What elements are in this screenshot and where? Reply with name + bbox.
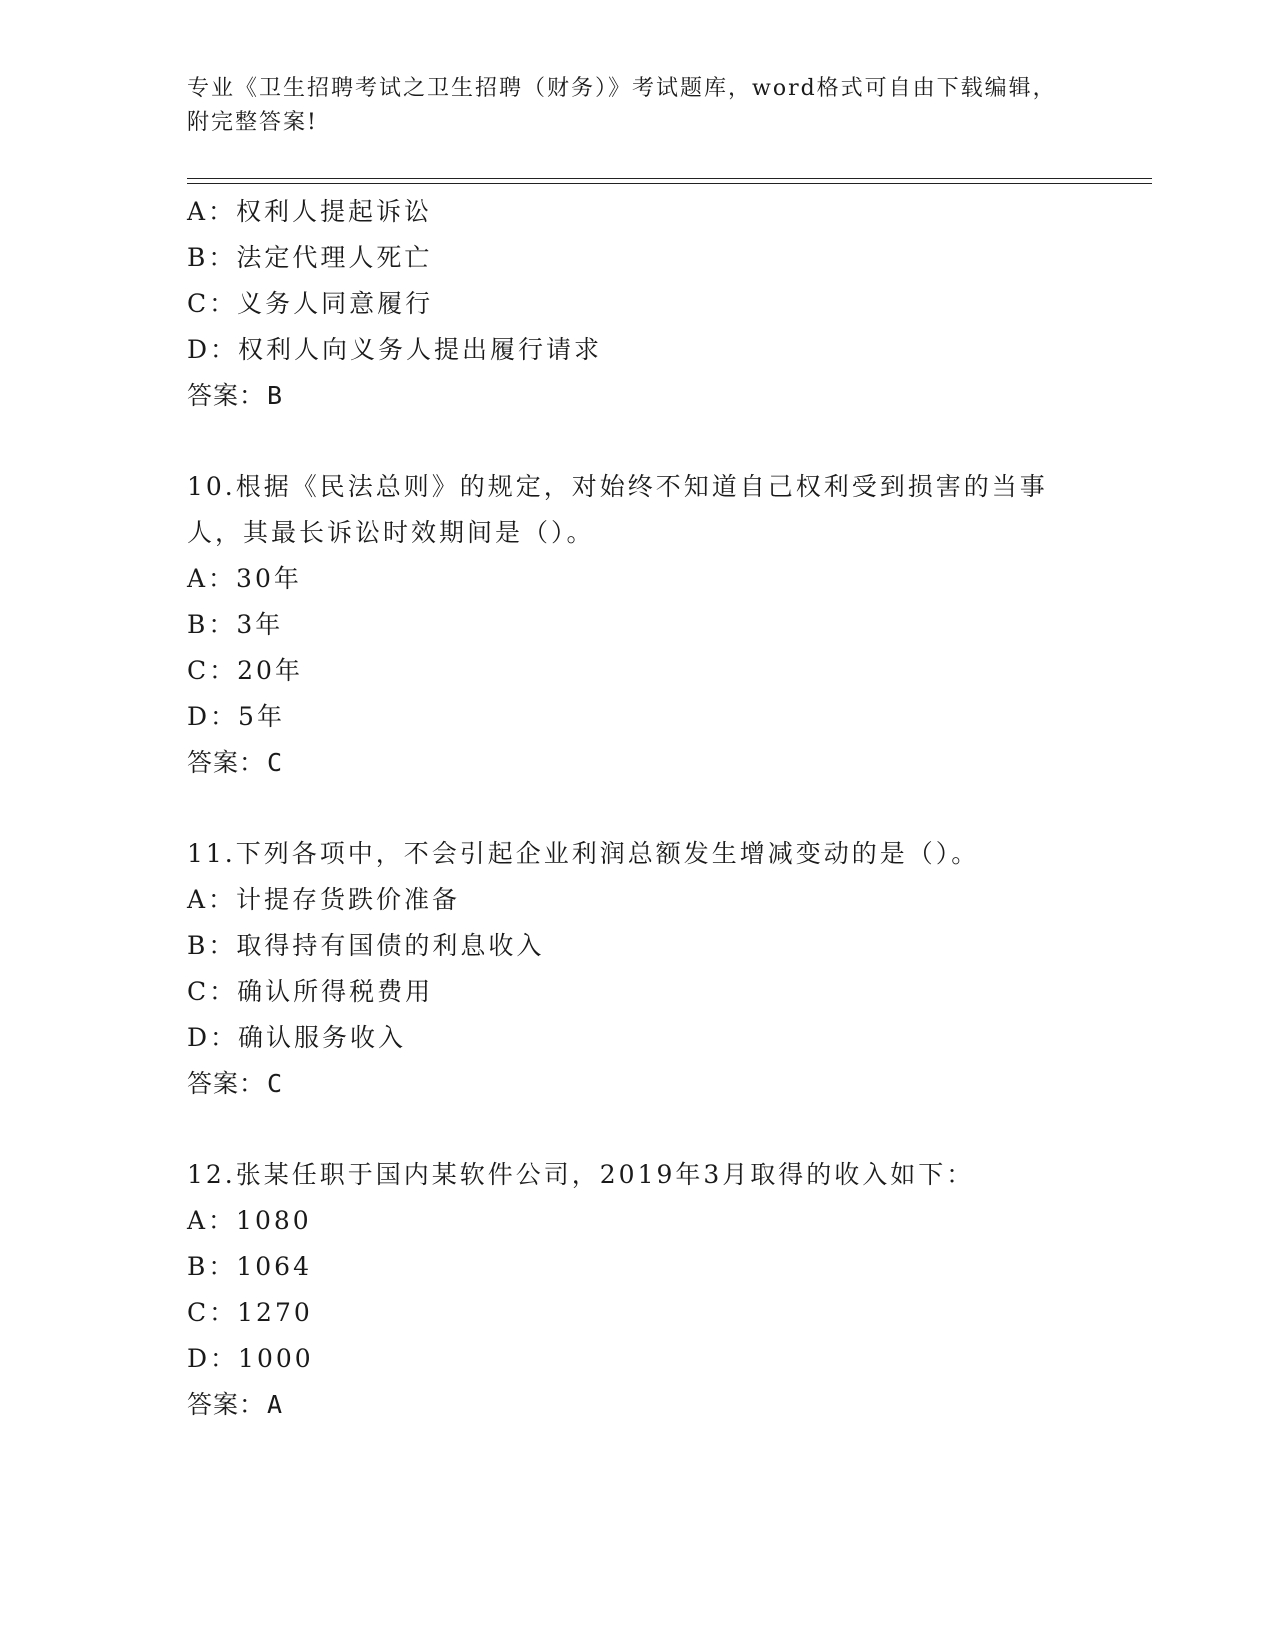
option-d: D：权利人向义务人提出履行请求 bbox=[187, 335, 603, 364]
document-header: 专业《卫生招聘考试之卫生招聘（财务）》考试题库，word格式可自由下载编辑，附完整答案! bbox=[187, 76, 1057, 135]
question-list bbox=[187, 189, 1087, 1428]
answer-line bbox=[187, 740, 1087, 786]
answer-value: B bbox=[267, 381, 284, 410]
answer-label: 答案： bbox=[187, 1390, 266, 1419]
question-stem: 12.张某任职于国内某软件公司，2019年3月取得的收入如下： bbox=[187, 1160, 975, 1189]
option-a: A：1080 bbox=[187, 1206, 312, 1235]
option-b: B：3年 bbox=[187, 610, 284, 639]
question-stem: 11.下列各项中，不会引起企业利润总额发生增减变动的是（）。 bbox=[187, 839, 980, 868]
answer-line bbox=[187, 1061, 1087, 1107]
option-a: A：30年 bbox=[187, 564, 302, 593]
question-11 bbox=[187, 831, 1087, 1107]
option-d: D：5年 bbox=[187, 702, 285, 731]
answer-line bbox=[187, 373, 1087, 419]
question-9-continued bbox=[187, 189, 1087, 419]
option-a: A：计提存货跌价准备 bbox=[187, 885, 461, 914]
question-12 bbox=[187, 1152, 1087, 1428]
answer-label: 答案： bbox=[187, 1069, 266, 1098]
header-divider-bottom bbox=[187, 183, 1152, 184]
answer-value: C bbox=[267, 748, 284, 777]
answer-value: A bbox=[267, 1390, 284, 1419]
option-b: B：1064 bbox=[187, 1252, 312, 1281]
question-stem: 10.根据《民法总则》的规定，对始终不知道自己权利受到损害的当事人，其最长诉讼时效期间是（）。 bbox=[187, 472, 1048, 547]
question-10 bbox=[187, 464, 1087, 786]
answer-label: 答案： bbox=[187, 748, 266, 777]
option-b: B：法定代理人死亡 bbox=[187, 243, 433, 272]
option-a: A：权利人提起诉讼 bbox=[187, 197, 433, 226]
option-d: D：1000 bbox=[187, 1344, 314, 1373]
option-c: C：义务人同意履行 bbox=[187, 289, 434, 318]
option-c: C：20年 bbox=[187, 656, 303, 685]
answer-label: 答案： bbox=[187, 381, 266, 410]
option-c: C：确认所得税费用 bbox=[187, 977, 434, 1006]
answer-line bbox=[187, 1382, 1087, 1428]
answer-value: C bbox=[267, 1069, 284, 1098]
header-divider-top bbox=[187, 178, 1152, 179]
option-c: C：1270 bbox=[187, 1298, 313, 1327]
option-d: D：确认服务收入 bbox=[187, 1023, 407, 1052]
option-b: B：取得持有国债的利息收入 bbox=[187, 931, 545, 960]
